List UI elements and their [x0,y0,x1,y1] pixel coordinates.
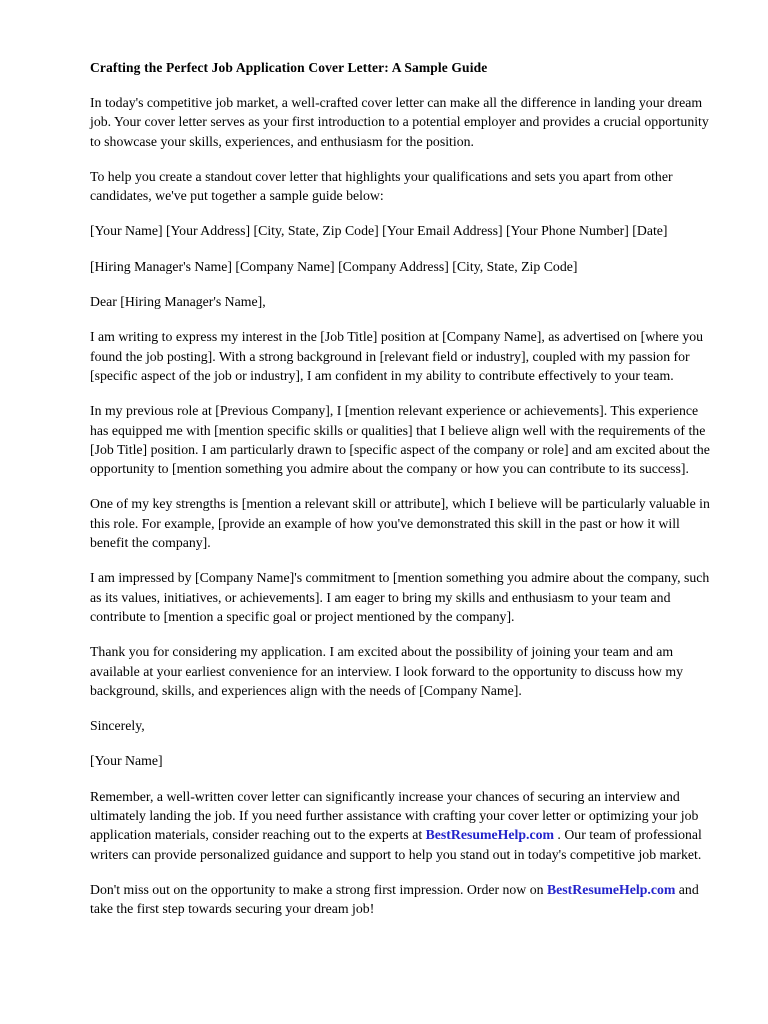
paragraph-intro: In today's competitive job market, a well-crafted cover letter can make all the difference in landing your dream job. Your cover letter serves as your first introduction to a potential employer and provides a crucial opportunity to showcase your skills, experiences, and enthusiasm for the position. [90,95,709,149]
salutation: Dear [Hiring Manager's Name], [90,294,266,310]
recipient-address-block: [Hiring Manager's Name] [Company Name] [Company Address] [City, State, Zip Code] [90,258,578,274]
bestresumehelp-link-2[interactable]: BestResumeHelp.com [546,881,676,897]
promo-2-text-after: and take the first step towards securing your dream job! [90,881,699,917]
paragraph-body-3: One of my key strengths is [mention a relevant skill or attribute], which I believe will be particularly valuable in this role. For example, [provide an example of how you've demonstrated this skill in the past or how it will benefit the company]. [90,496,710,551]
paragraph-body-4: I am impressed by [Company Name]'s commitment to [mention something you admire about the company, such as its values, initiatives, or achievements]. I am eager to bring my skills and enthusiasm to your team and contribute to [mention a specific goal or project mentioned by the company]. [90,570,710,624]
paragraph-body-1: I am writing to express my interest in the [Job Title] position at [Company Name], as advertised on [where you found the job posting]. With a strong background in [relevant field or industry], coupled with my passion for [specific aspect of the job or industry], I am confident in my ability to contribute effectively to your team. [90,329,704,383]
promo-2-text-before: Don't miss out on the opportunity to make a strong first impression. Order now on [90,881,547,897]
paragraph-purpose: To help you create a standout cover letter that highlights your qualifications and sets you apart from other candidates, we've put together a sample guide below: [90,168,673,204]
signoff: Sincerely, [90,718,145,734]
promo-1-text-before: Remember, a well-written cover letter can significantly increase your chances of securing an interview and ultimately landing the job. If you need further assistance with crafting your cover letter or optimizing your job application materials, consider reaching out to the experts at [90,788,699,843]
paragraph-promo-2 [90,880,719,919]
paragraph-promo-1 [90,787,719,864]
document-body [90,58,719,919]
paragraph-body-2: In my previous role at [Previous Company], I [mention relevant experience or achievements]. This experience has equipped me with [mention specific skills or qualities] that I believe align well with the requirements of the [Job Title] position. I am particularly drawn to [specific aspect of the company or role] and am excited about the opportunity to [mention something you admire about the company or how you can contribute to its success]. [90,403,710,477]
signature-name: [Your Name] [90,753,163,769]
sender-address-block: [Your Name] [Your Address] [City, State, Zip Code] [Your Email Address] [Your Phone Number] [Date] [90,223,668,239]
paragraph-closing: Thank you for considering my application. I am excited about the possibility of joining your team and am available at your earliest convenience for an interview. I look forward to the opportunity to discuss how my background, skills, and experiences align with the needs of [Company Name]. [90,644,683,698]
page-title: Crafting the Perfect Job Application Cover Letter: A Sample Guide [90,60,488,75]
bestresumehelp-link-1[interactable]: BestResumeHelp.com [425,827,554,843]
promo-1-text-after: . Our team of professional writers can provide personalized guidance and support to help you stand out in today's competitive job market. [90,827,702,862]
